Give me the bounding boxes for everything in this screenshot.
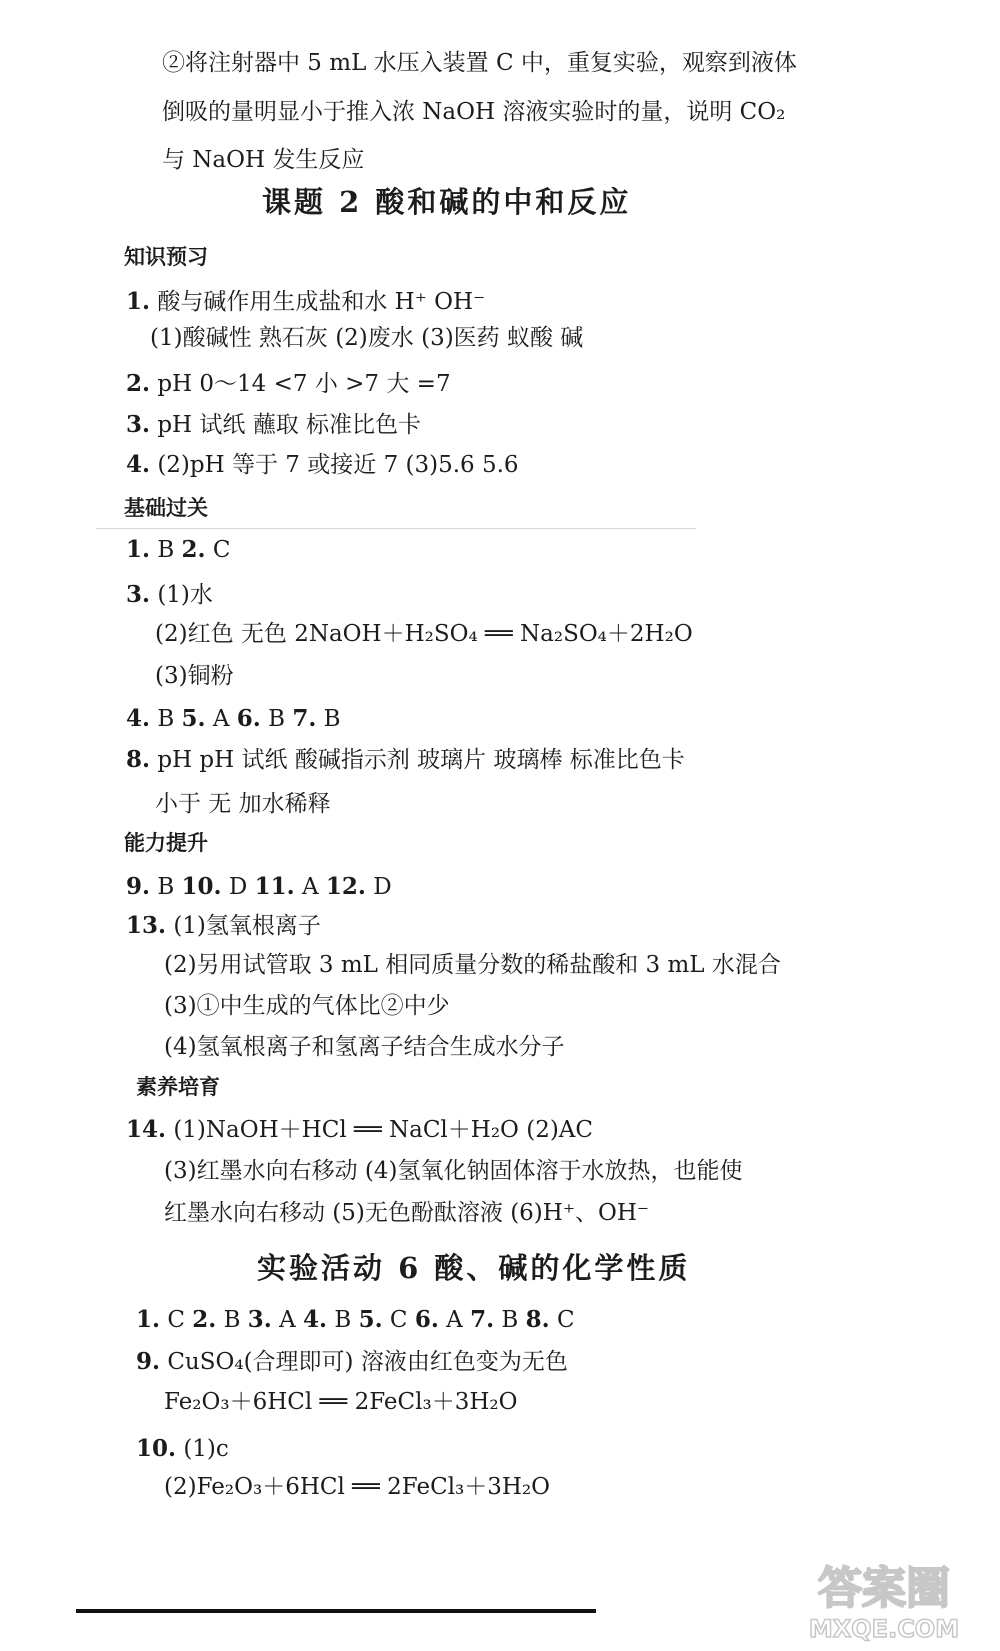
answer-text: ②将注射器中 5 mL 水压入装置 C 中，重复实验，观察到液体 xyxy=(162,50,797,76)
answer-text: C xyxy=(549,1307,575,1333)
answer-text: D xyxy=(221,874,255,900)
answer-line xyxy=(126,914,321,938)
answer-text: C xyxy=(382,1307,415,1333)
answer-text: B xyxy=(216,1307,248,1333)
question-number: 6. xyxy=(414,1306,439,1333)
sub-heading: 基础过关 xyxy=(124,496,208,520)
answer-text: (1)c xyxy=(176,1436,229,1462)
answer-text: B xyxy=(316,706,341,732)
section-title: 实验活动 6 酸、碱的化学性质 xyxy=(257,1251,691,1285)
answer-text: (2)pH 等于 7 或接近 7 (3)5.6 5.6 xyxy=(150,452,519,478)
answer-text: D xyxy=(365,874,392,900)
answer-text: 与 NaOH 发生反应 xyxy=(162,147,365,173)
answer-text: A xyxy=(438,1307,471,1333)
answer-text: CuSO₄(合理即可) 溶液由红色变为无色 xyxy=(160,1349,568,1375)
answer-line xyxy=(136,1350,568,1374)
answer-line xyxy=(162,149,364,172)
watermark-text: 答案圈 xyxy=(818,1563,950,1614)
question-number: 1. xyxy=(136,1306,161,1333)
question-number: 3. xyxy=(126,411,151,438)
question-number: 7. xyxy=(292,705,317,732)
answer-text: C xyxy=(205,537,231,563)
watermark-url: MXQE.COM xyxy=(808,1615,960,1643)
answer-text: (1)水 xyxy=(150,582,213,608)
question-number: 4. xyxy=(126,705,151,732)
answer-text: (2)红色 无色 2NaOH＋H₂SO₄ ══ Na₂SO₄＋2H₂O xyxy=(155,621,693,647)
answer-line xyxy=(126,875,392,899)
answer-line xyxy=(126,538,230,562)
answer-line xyxy=(162,101,785,124)
question-number: 3. xyxy=(247,1306,272,1333)
answer-text: (2)Fe₂O₃＋6HCl ══ 2FeCl₃＋3H₂O xyxy=(164,1474,551,1500)
question-number: 3. xyxy=(126,581,151,608)
question-number: 8. xyxy=(525,1306,550,1333)
answer-line xyxy=(162,52,797,75)
answer-line xyxy=(126,372,451,396)
question-number: 2. xyxy=(181,536,206,563)
answer-line xyxy=(155,793,331,816)
question-number: 2. xyxy=(192,1306,217,1333)
answer-text: 酸与碱作用生成盐和水 H⁺ OH⁻ xyxy=(150,289,486,315)
answer-line xyxy=(150,327,583,350)
watermark-logo xyxy=(784,1553,984,1645)
answer-text: 红墨水向右移动 (5)无色酚酞溶液 (6)H⁺、OH⁻ xyxy=(164,1200,650,1226)
question-number: 6. xyxy=(236,705,261,732)
answer-line xyxy=(136,1437,229,1461)
answer-line xyxy=(126,413,421,437)
answer-text: (1)NaOH＋HCl ══ NaCl＋H₂O (2)AC xyxy=(166,1117,594,1143)
section-divider xyxy=(96,528,696,529)
answer-text: B xyxy=(260,706,293,732)
answer-text: A xyxy=(205,706,237,732)
question-number: 14. xyxy=(126,1116,167,1143)
answer-text: (1)酸碱性 熟石灰 (2)废水 (3)医药 蚁酸 碱 xyxy=(150,325,584,351)
answer-text: (2)另用试管取 3 mL 相同质量分数的稀盐酸和 3 mL 水混合 xyxy=(164,952,781,978)
answer-text: B xyxy=(150,706,182,732)
answer-text: A xyxy=(271,1307,304,1333)
answer-line xyxy=(164,1160,742,1183)
question-number: 5. xyxy=(358,1306,383,1333)
answer-text: (1)氢氧根离子 xyxy=(166,913,321,939)
answer-line xyxy=(126,1118,593,1142)
answer-line xyxy=(164,1391,517,1414)
answer-line xyxy=(164,995,450,1018)
answer-text: 小于 无 加水稀释 xyxy=(155,791,331,817)
answer-text: C xyxy=(160,1307,193,1333)
question-number: 4. xyxy=(303,1306,328,1333)
answer-text: (3)①中生成的气体比②中少 xyxy=(164,993,450,1019)
answer-text: B xyxy=(150,537,182,563)
answer-line xyxy=(126,453,519,477)
answer-line xyxy=(126,748,685,772)
answer-text: (4)氢氧根离子和氢离子结合生成水分子 xyxy=(164,1034,565,1060)
answer-line xyxy=(126,707,341,731)
answer-text: pH 试纸 蘸取 标准比色卡 xyxy=(150,412,422,438)
section-title: 课题 2 酸和碱的中和反应 xyxy=(262,185,632,219)
answer-text: 倒吸的量明显小于推入浓 NaOH 溶液实验时的量，说明 CO₂ xyxy=(162,99,786,125)
question-number: 13. xyxy=(126,912,167,939)
answer-line xyxy=(164,1202,649,1225)
answer-line xyxy=(126,290,485,314)
question-number: 8. xyxy=(126,746,151,773)
answer-text: A xyxy=(294,874,326,900)
answer-line xyxy=(155,665,234,688)
question-number: 9. xyxy=(136,1348,161,1375)
question-number: 9. xyxy=(126,873,151,900)
sub-heading: 知识预习 xyxy=(124,245,208,269)
question-number: 4. xyxy=(126,451,151,478)
answer-text: B xyxy=(327,1307,359,1333)
question-number: 1. xyxy=(126,536,151,563)
question-number: 10. xyxy=(136,1435,177,1462)
question-number: 5. xyxy=(181,705,206,732)
question-number: 11. xyxy=(254,873,295,900)
question-number: 7. xyxy=(470,1306,495,1333)
answer-text: B xyxy=(494,1307,526,1333)
answer-line xyxy=(164,954,781,977)
question-number: 1. xyxy=(126,288,151,315)
answer-line xyxy=(136,1308,575,1332)
sub-heading: 素养培育 xyxy=(136,1075,220,1099)
answer-text: Fe₂O₃＋6HCl ══ 2FeCl₃＋3H₂O xyxy=(164,1389,518,1415)
answer-line xyxy=(155,623,693,646)
sub-heading: 能力提升 xyxy=(124,831,208,855)
answer-text: B xyxy=(150,874,182,900)
question-number: 12. xyxy=(325,873,366,900)
answer-text: pH pH 试纸 酸碱指示剂 玻璃片 玻璃棒 标准比色卡 xyxy=(150,747,685,773)
answer-text: pH 0～14 <7 小 >7 大 =7 xyxy=(150,371,451,397)
answer-line xyxy=(164,1036,565,1059)
bottom-rule xyxy=(76,1609,596,1613)
question-number: 2. xyxy=(126,370,151,397)
answer-line xyxy=(126,583,213,607)
answer-line xyxy=(164,1476,550,1499)
question-number: 10. xyxy=(181,873,222,900)
answer-text: (3)红墨水向右移动 (4)氢氧化钠固体溶于水放热，也能使 xyxy=(164,1158,743,1184)
answer-text: (3)铜粉 xyxy=(155,663,234,689)
